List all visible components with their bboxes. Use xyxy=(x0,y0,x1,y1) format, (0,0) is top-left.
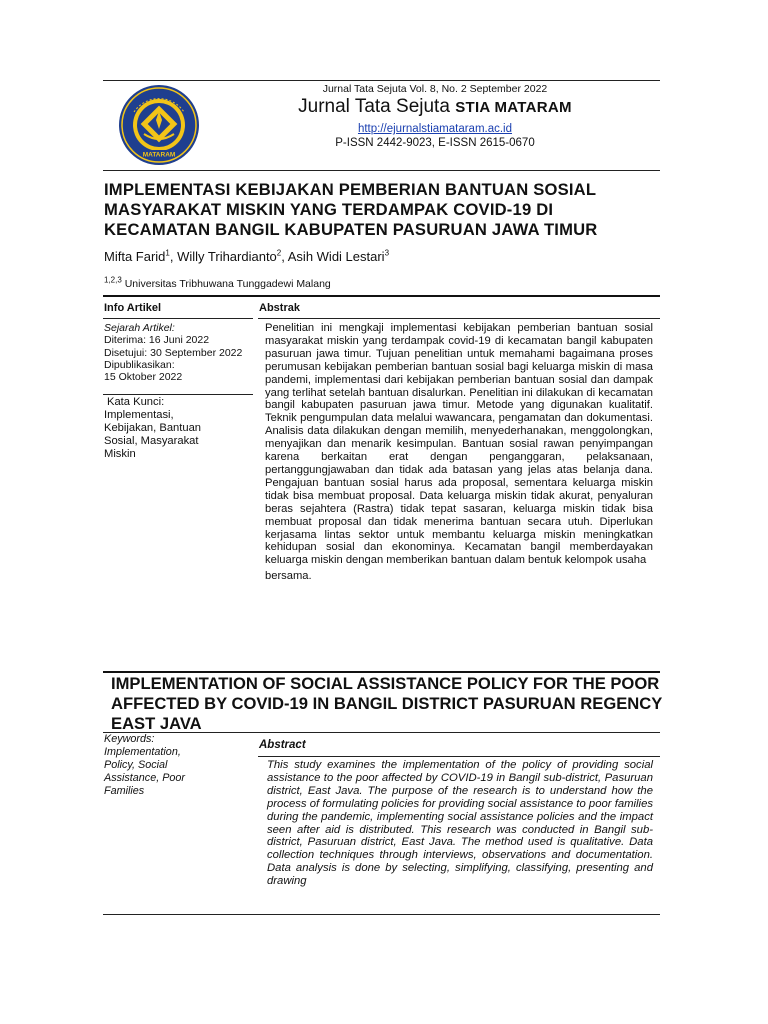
abstrak-body xyxy=(265,322,653,583)
english-top-rule xyxy=(103,671,660,673)
abstrak-heading-rule xyxy=(258,318,660,319)
keywords-id: Implementasi, Kebijakan, Bantuan Sosial, Masyarakat Miskin xyxy=(104,409,202,460)
header-top-rule xyxy=(103,80,660,81)
keywords-block-en xyxy=(104,733,254,798)
stia-logo-icon xyxy=(116,84,202,166)
section-top-rule xyxy=(103,295,660,297)
logo-caption: MATARAM xyxy=(142,151,176,159)
abstract-heading-rule-en xyxy=(258,756,660,757)
info-heading: Info Artikel xyxy=(104,302,162,314)
article-title-id: IMPLEMENTASI KEBIJAKAN PEMBERIAN BANTUAN SOSIAL MASYARAKAT MISKIN YANG TERDAMPAK COVID-19 DI KECAMATAN BANGIL KABUPATEN PASURUAN JAWA TIMUR xyxy=(104,180,598,239)
author-sup: 2 xyxy=(276,248,282,258)
affiliation-name: Universitas Tribhuwana Tunggadewi Malang xyxy=(124,278,331,290)
page-bottom-rule xyxy=(103,914,660,915)
keywords-label-en: Keywords: xyxy=(104,733,155,745)
approved-date: Disetujui: 30 September 2022 xyxy=(104,346,243,359)
abstract-body-en: This study examines the implementation of the policy of providing social assistance to the poor affected by COVID-19 in Bangil sub-district, Pasuruan district, East Java. The purpose of the research is to understand how the process of formulating policies for providing social assistance to poor families during the pandemic, implementing social assistance policies and the impact seen after aid is distributed. This research was conducted in Bangil sub-district, Pasuruan district, East Java. The method used is qualitative. Data collection techniques through interviews, observations and documentation. Data analysis is done by selecting, simplifying, classifying, presenting and drawing xyxy=(267,759,653,888)
abstract-heading-en: Abstract xyxy=(259,739,306,751)
journal-issue-line: Jurnal Tata Sejuta Vol. 8, No. 2 September 2022 xyxy=(322,83,548,95)
issn-line: P-ISSN 2442-9023, E-ISSN 2615-0670 xyxy=(335,137,535,149)
published-date: 15 Oktober 2022 xyxy=(104,371,183,384)
info-heading-rule xyxy=(103,318,253,319)
author-name: Asih Widi Lestari xyxy=(287,249,385,264)
keywords-label-id: Kata Kunci: xyxy=(107,396,165,408)
authors-line: Mifta Farid$^1$, Willy Trihardianto$^2$, Asih Widi Lestari$^3$ xyxy=(104,248,390,264)
institution-name: STIA MATARAM xyxy=(455,99,572,116)
received-date: Diterima: 16 Juni 2022 xyxy=(104,334,210,347)
published-label: Dipublikasikan: xyxy=(104,358,175,371)
journal-url-link[interactable]: http://ejurnalstiamataram.ac.id xyxy=(357,123,513,135)
author-sup: 1 xyxy=(165,248,170,258)
affiliation-line xyxy=(104,275,331,290)
article-info xyxy=(104,322,254,383)
history-label: Sejarah Artikel: xyxy=(104,322,175,334)
keywords-en: Implementation, Policy, Social Assistance, Poor Families xyxy=(104,746,186,797)
journal-name: Jurnal Tata Sejuta xyxy=(298,96,450,117)
abstrak-text: Penelitian ini mengkaji implementasi kebijakan pemberian bantuan sosial masyarakat miskin yang terdampak covid-19 di kecamatan bangil kabupaten pasuruan jawa timur. Tujuan penelitian untuk memahami bagaimana proses perumusan kebijakan pemberian bantuan sosial bagi keluarga miskin di masa pandemi, implementasi dari kebijakan pemberian bantuan sosial dan dampak yang terlihat setelah bantuan disalurkan. Penelitian ini dilakukan di kecamatan bangil kabupaten pasuruan jawa timur. Metode yang digunakan kualitatif. Teknik pengumpulan data melalui wawancara, pengamatan dan dokumentasi. Analisis data dilakukan dengan memilih, menyederhanakan, menggolongkan, menyajikan dan menarik kesimpulan. Bantuan sosial rawan penyimpangan karena berkaitan erat dengan penganggaran, pelaksanaan, pertanggungjawaban dan tidak ada batasan yang jelas atas belanja dana. Pengajuan bantuan sosial harus ada proposal, sementara keluarga miskin tidak bisa membuat proposal. Data keluarga miskin tidak akurat, penyaluran beras sejahtera (Rastra) tidak tepat sasaran, keluarga miskin tidak bisa membuat proposal dan tidak menerima bantuan secara utuh. Diperlukan kerjasama lintas sektor untuk membantu keluarga miskin meningkatkan kehidupan sosial dan ekonominya. Kecamatan bangil memberdayakan keluarga miskin dengan memberikan bantuan dalam bentuk kelompok usaha xyxy=(265,322,653,567)
author-name: Mifta Farid xyxy=(104,249,166,264)
abstrak-last-word: bersama. xyxy=(265,570,312,583)
header-bottom-rule xyxy=(103,170,660,171)
author-sup: 3 xyxy=(384,248,390,258)
article-title-en: IMPLEMENTATION OF SOCIAL ASSISTANCE POLICY FOR THE POOR AFFECTED BY COVID-19 IN BANGIL DISTRICT PASURUAN REGENCY EAST JAVA xyxy=(111,674,663,733)
info-divider xyxy=(103,394,253,395)
author-name: Willy Trihardianto xyxy=(177,249,277,264)
affiliation-sup: 1,2,3 xyxy=(104,275,122,285)
abstrak-heading: Abstrak xyxy=(259,302,300,314)
keywords-block-id xyxy=(104,396,254,461)
journal-title xyxy=(210,96,660,118)
